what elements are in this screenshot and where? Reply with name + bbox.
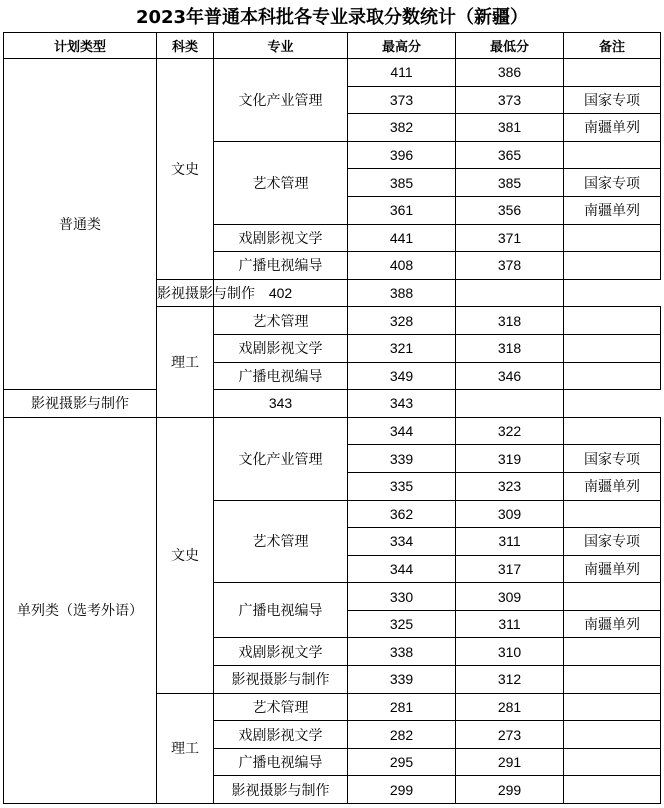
table-row — [4, 59, 661, 87]
major-cell: 戏剧影视文学 — [214, 638, 348, 666]
max-score-cell: 295 — [348, 748, 456, 776]
min-score-cell: 322 — [456, 417, 564, 445]
note-cell: 南疆单列 — [564, 555, 661, 583]
major-cell: 广播电视编导 — [214, 362, 348, 390]
category-cell: 理工 — [157, 693, 214, 803]
max-score-cell: 325 — [348, 610, 456, 638]
table-row — [4, 417, 661, 445]
min-score-cell: 309 — [456, 583, 564, 611]
major-cell: 艺术管理 — [214, 500, 348, 583]
note-cell — [456, 390, 564, 418]
major-cell: 影视摄影与制作 — [4, 390, 157, 418]
note-cell — [564, 252, 661, 280]
note-cell: 南疆单列 — [564, 196, 661, 224]
max-score-cell: 373 — [348, 86, 456, 114]
max-score-cell: 441 — [348, 224, 456, 252]
note-cell — [564, 334, 661, 362]
note-cell — [564, 638, 661, 666]
max-score-cell: 282 — [348, 721, 456, 749]
note-cell: 南疆单列 — [564, 610, 661, 638]
max-score-cell: 339 — [348, 666, 456, 694]
min-score-cell: 378 — [456, 252, 564, 280]
table-row — [4, 390, 661, 418]
min-score-cell: 318 — [456, 307, 564, 335]
min-score-cell: 318 — [456, 334, 564, 362]
min-score-cell: 309 — [456, 500, 564, 528]
max-score-cell: 408 — [348, 252, 456, 280]
max-score-cell: 362 — [348, 500, 456, 528]
major-cell: 广播电视编导 — [214, 583, 348, 638]
min-score-cell: 323 — [456, 472, 564, 500]
note-cell — [564, 748, 661, 776]
note-cell — [456, 279, 564, 307]
major-cell: 艺术管理 — [214, 307, 348, 335]
max-score-cell: 334 — [348, 528, 456, 556]
max-score-cell: 330 — [348, 583, 456, 611]
major-cell: 广播电视编导 — [214, 252, 348, 280]
note-cell — [564, 307, 661, 335]
note-cell: 南疆单列 — [564, 472, 661, 500]
header-major: 专业 — [214, 33, 348, 59]
max-score-cell: 402 — [214, 279, 348, 307]
note-cell — [564, 362, 661, 390]
plan-type-cell: 单列类（选考外语） — [4, 417, 157, 803]
major-cell: 艺术管理 — [214, 141, 348, 224]
major-cell: 影视摄影与制作 — [214, 776, 348, 804]
table-header-row — [4, 33, 661, 59]
max-score-cell: 385 — [348, 169, 456, 197]
header-category: 科类 — [157, 33, 214, 59]
min-score-cell: 281 — [456, 693, 564, 721]
min-score-cell: 310 — [456, 638, 564, 666]
table-body — [4, 59, 661, 804]
note-cell — [564, 224, 661, 252]
min-score-cell: 385 — [456, 169, 564, 197]
note-cell — [564, 583, 661, 611]
note-cell: 国家专项 — [564, 86, 661, 114]
plan-type-cell: 普通类 — [4, 59, 157, 390]
min-score-cell: 319 — [456, 445, 564, 473]
note-cell — [564, 693, 661, 721]
header-min-score: 最低分 — [456, 33, 564, 59]
header-max-score: 最高分 — [348, 33, 456, 59]
major-cell: 文化产业管理 — [214, 59, 348, 142]
major-cell: 文化产业管理 — [214, 417, 348, 500]
max-score-cell: 299 — [348, 776, 456, 804]
note-cell — [564, 59, 661, 87]
max-score-cell: 338 — [348, 638, 456, 666]
note-cell: 国家专项 — [564, 169, 661, 197]
max-score-cell: 344 — [348, 555, 456, 583]
min-score-cell: 388 — [348, 279, 456, 307]
score-table — [3, 32, 661, 804]
max-score-cell: 328 — [348, 307, 456, 335]
max-score-cell: 321 — [348, 334, 456, 362]
max-score-cell: 335 — [348, 472, 456, 500]
min-score-cell: 371 — [456, 224, 564, 252]
note-cell: 南疆单列 — [564, 114, 661, 142]
max-score-cell: 339 — [348, 445, 456, 473]
min-score-cell: 311 — [456, 610, 564, 638]
note-cell — [564, 141, 661, 169]
note-cell — [564, 500, 661, 528]
major-cell: 戏剧影视文学 — [214, 721, 348, 749]
major-cell: 影视摄影与制作 — [214, 666, 348, 694]
category-cell: 理工 — [157, 307, 214, 417]
page-title: 2023年普通本科批各专业录取分数统计（新疆） — [135, 7, 529, 28]
min-score-cell: 311 — [456, 528, 564, 556]
min-score-cell: 343 — [348, 390, 456, 418]
min-score-cell: 386 — [456, 59, 564, 87]
major-cell: 戏剧影视文学 — [214, 334, 348, 362]
category-cell: 文史 — [157, 59, 214, 280]
header-note: 备注 — [564, 33, 661, 59]
min-score-cell: 381 — [456, 114, 564, 142]
major-cell: 艺术管理 — [214, 693, 348, 721]
min-score-cell: 291 — [456, 748, 564, 776]
max-score-cell: 349 — [348, 362, 456, 390]
max-score-cell: 361 — [348, 196, 456, 224]
min-score-cell: 312 — [456, 666, 564, 694]
min-score-cell: 317 — [456, 555, 564, 583]
min-score-cell: 365 — [456, 141, 564, 169]
major-cell: 戏剧影视文学 — [214, 224, 348, 252]
max-score-cell: 344 — [348, 417, 456, 445]
note-cell — [564, 666, 661, 694]
note-cell — [564, 721, 661, 749]
note-cell — [564, 776, 661, 804]
note-cell — [564, 417, 661, 445]
major-cell: 影视摄影与制作 — [157, 279, 214, 307]
min-score-cell: 273 — [456, 721, 564, 749]
min-score-cell: 299 — [456, 776, 564, 804]
max-score-cell: 411 — [348, 59, 456, 87]
min-score-cell: 346 — [456, 362, 564, 390]
max-score-cell: 281 — [348, 693, 456, 721]
min-score-cell: 356 — [456, 196, 564, 224]
category-cell: 文史 — [157, 417, 214, 693]
header-plan-type: 计划类型 — [4, 33, 157, 59]
max-score-cell: 382 — [348, 114, 456, 142]
note-cell: 国家专项 — [564, 528, 661, 556]
max-score-cell: 396 — [348, 141, 456, 169]
note-cell: 国家专项 — [564, 445, 661, 473]
max-score-cell: 343 — [214, 390, 348, 418]
min-score-cell: 373 — [456, 86, 564, 114]
major-cell: 广播电视编导 — [214, 748, 348, 776]
